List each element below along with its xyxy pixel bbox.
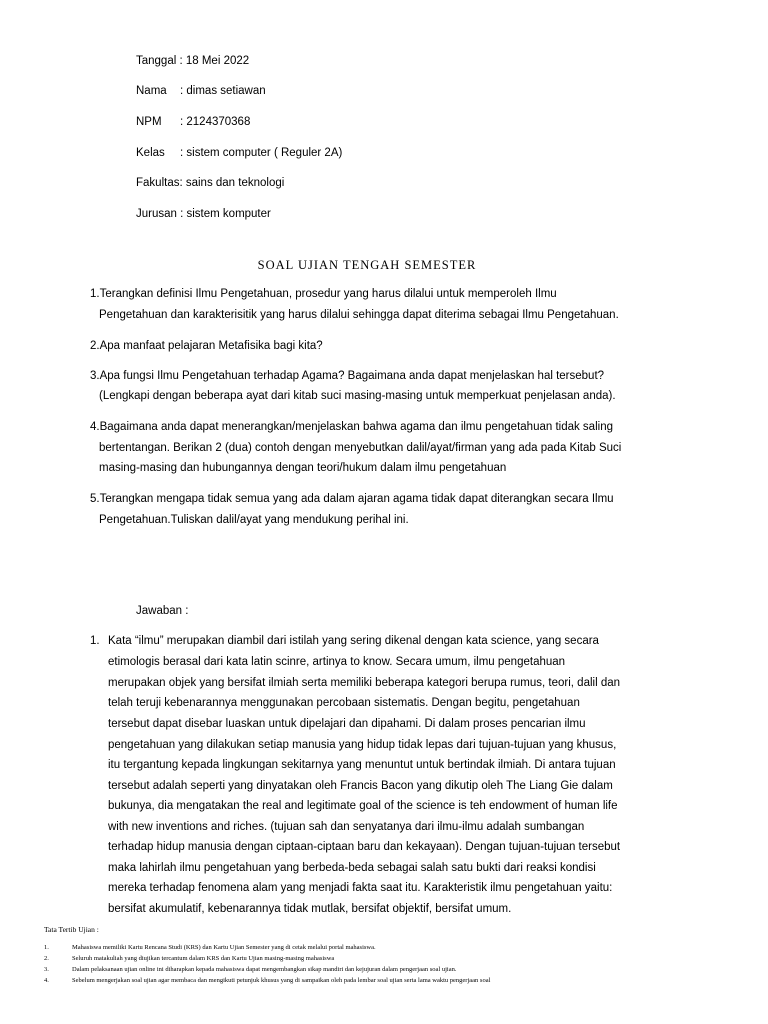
answer-1-line-14: bersifat akumulatif, kebenarannya tidak mutlak, bersifat objektif, bersifat umum.: [108, 903, 512, 915]
answer-1-line-2: etimologis berasal dari kata latin scinre, artinya to know. Secara umum, ilmu pengetahuan: [108, 656, 566, 668]
exam-rule-text: Sebelum mengerjakan soal ujian agar membaca dan mengikuti petunjuk khusus yang di sampaikan oleh pada lembar soal ujian serta lama waktu pengerjaan soal: [72, 977, 491, 984]
major-line: Jurusan : sistem komputer: [136, 208, 271, 220]
question-2-line-1: 2.Apa manfaat pelajaran Metafisika bagi kita?: [90, 340, 323, 352]
question-1-line-2: Pengetahuan dan karakterisitik yang harus dilalui sehingga dapat diterima sebagai Ilmu Pengetahuan.: [99, 309, 619, 321]
faculty-line: Fakultas: sains dan teknologi: [136, 177, 285, 189]
class-value: : sistem computer ( Reguler 2A): [180, 147, 343, 159]
question-3-line-1: 3.Apa fungsi Ilmu Pengetahuan terhadap Agama? Bagaimana anda dapat menjelaskan hal tersebut?: [90, 370, 605, 382]
answer-1-line-5: tersebut dapat disebar luaskan untuk dipelajari dan dipahami. Di dalam proses pencarian ilmu: [108, 718, 586, 730]
answer-1-line-8: tersebut adalah seperti yang dinyatakan oleh Francis Bacon yang dikutip oleh The Liang Gie dalam: [108, 780, 613, 792]
name-label: Nama: [136, 85, 167, 97]
exam-rule-text: Mahasiswa memiliki Kartu Rencana Studi (KRS) dan Kartu Ujian Semester yang di cetak melalui portal mahasiswa.: [72, 944, 376, 951]
answer-1-line-6: pengetahuan yang dilakukan setiap manusia yang hidup tidak lepas dari tujuan-tujuan yang khusus,: [108, 739, 617, 751]
exam-rule-item: [44, 966, 456, 973]
answer-1-line-12: maka lahirlah ilmu pengetahuan yang berbeda-beda sebagai salah satu bukti dari reaksi kondisi: [108, 862, 596, 874]
answer-1-line-4: telah teruji kebenarannya menggunakan percobaan sistematis. Dengan begitu, pengetahuan: [108, 697, 580, 709]
class-line: [136, 147, 342, 159]
answer-1-line-11: terhadap hidup manusia dengan ciptaan-ciptaan baru dan kekayaan). Dengan tujuan-tujuan tersebut: [108, 841, 621, 853]
answer-1-line-10: with new inventions and riches. (tujuan sah dan senyatanya dari ilmu-ilmu adalah sumbangan: [108, 821, 585, 833]
answer-1-line-1: Kata “ilmu” merupakan diambil dari istilah yang sering dikenal dengan kata science, yang secara: [108, 635, 599, 647]
answer-1-line-7: itu tergantung kepada lingkungan sekitarnya yang menuntut untuk bertindak ilmiah. Di antara tujuan: [108, 759, 616, 771]
npm-line: [136, 116, 250, 128]
name-value: : dimas setiawan: [180, 85, 266, 97]
exam-title: SOAL UJIAN TENGAH SEMESTER: [257, 258, 477, 272]
class-label: Kelas: [136, 147, 165, 159]
answers-label: Jawaban :: [136, 605, 189, 617]
question-4-line-1: 4.Bagaimana anda dapat menerangkan/menjelaskan bahwa agama dan ilmu pengetahuan tidak saling: [90, 421, 613, 433]
exam-rule-number: 1.: [44, 944, 49, 951]
exam-rule-item: [44, 955, 334, 962]
exam-rule-item: [44, 944, 376, 951]
question-4-line-2: bertentangan. Berikan 2 (dua) contoh dengan menyebutkan dalil/ayat/firman yang ada pada Kitab Suci: [99, 442, 622, 454]
answer-1-line-3: merupakan objek yang bersifat ilmiah serta memiliki beberapa kategori berupa rumus, teori, dalil dan: [108, 677, 621, 689]
exam-rule-number: 4.: [44, 977, 49, 984]
answer-1-number: 1.: [90, 635, 100, 647]
question-5-line-1: 5.Terangkan mengapa tidak semua yang ada dalam ajaran agama tidak dapat diterangkan secara Ilmu: [90, 493, 614, 505]
question-3-line-2: (Lengkapi dengan beberapa ayat dari kitab suci masing-masing untuk memperkuat penjelasan anda).: [99, 390, 616, 402]
date-line: Tanggal : 18 Mei 2022: [136, 55, 250, 67]
exam-rule-text: Seluruh matakuliah yang diujikan tercantum dalam KRS dan Kartu Ujian masing-masing mahasiswa: [72, 955, 335, 962]
exam-rule-text: Dalam pelaksanaan ujian online ini diharapkan kepada mahasiswa dapat mengembangkan sikap mandiri dan kejujuran dalam pengerjaan soal ujian.: [72, 966, 457, 973]
exam-rule-item: [44, 977, 490, 984]
exam-rule-number: 2.: [44, 955, 49, 962]
npm-value: : 2124370368: [180, 116, 251, 128]
exam-rule-number: 3.: [44, 966, 49, 973]
answer-1-line-9: bukunya, dia mengatakan the real and legitimate goal of the science is teh endowment of human life: [108, 800, 618, 812]
npm-label: NPM: [136, 116, 162, 128]
name-line: [136, 85, 266, 97]
question-5-line-2: Pengetahuan.Tuliskan dalil/ayat yang mendukung perihal ini.: [99, 514, 409, 526]
answer-1-line-13: mereka terhadap fenomena alam yang menjadi fakta saat itu. Karakteristik ilmu pengetahuan yaitu:: [108, 882, 613, 894]
question-4-line-3: masing-masing dan hubungannya dengan teori/hukum dalam ilmu pengetahuan: [99, 462, 507, 474]
question-1-line-1: 1.Terangkan definisi Ilmu Pengetahuan, prosedur yang harus dilalui untuk memperoleh Ilmu: [90, 288, 557, 300]
exam-rules-title: Tata Tertib Ujian :: [44, 925, 99, 934]
